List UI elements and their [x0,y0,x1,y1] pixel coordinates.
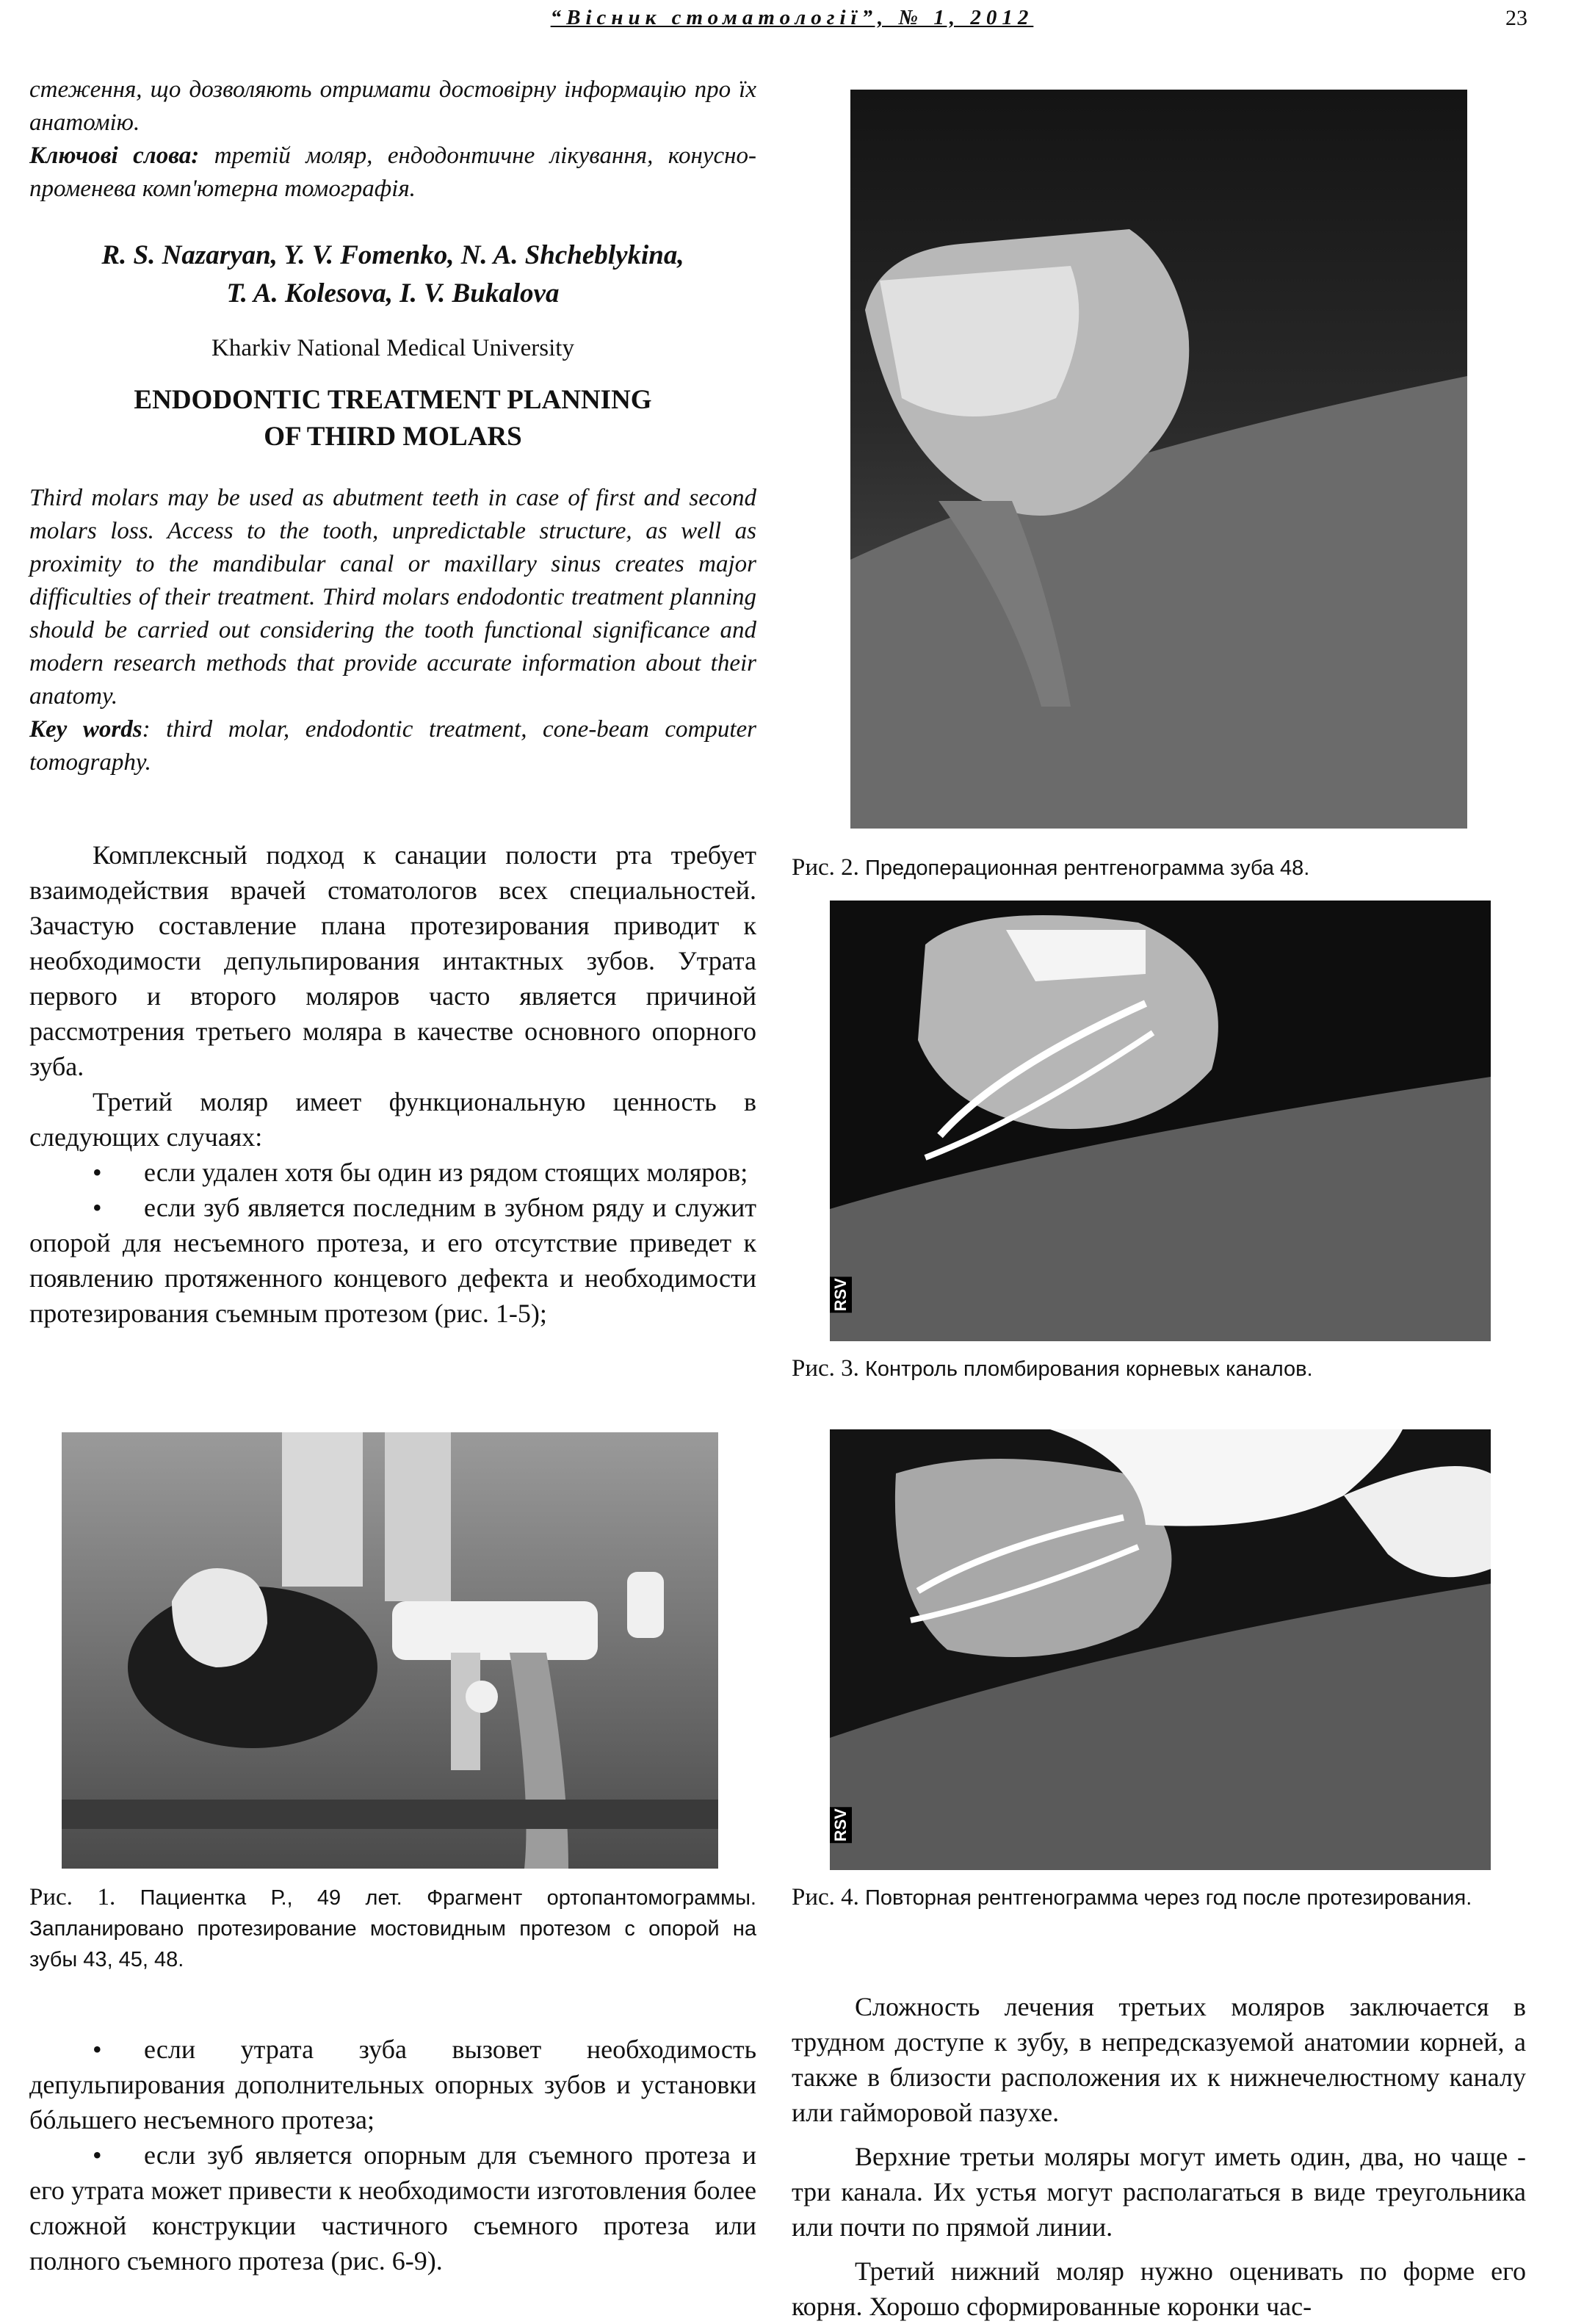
figure-1-drawing [62,1432,718,1869]
ua-abstract [29,73,756,206]
english-abstract-text: Third molars may be used as abutment teeth in case of first and second molars loss. Access to the tooth, unpredictable structure, as well as proximity to the mandibular canal or maxillary sinus creates major difficulties of their treatment. Third molars endodontic treatment planning should be carried out considering the tooth functional significance and modern research methods that provide accurate information about their anatomy. [29,485,756,710]
ua-keywords [29,140,756,206]
article-title-line-1: ENDODONTIC TREATMENT PLANNING [134,385,652,415]
bullet-item-3 [29,2032,756,2137]
figure-3-caption-text: Контроль пломбирования корневых каналов. [858,1357,1313,1381]
bullet-item-2 [29,1190,756,1331]
figure-4-xray [830,1429,1491,1870]
figure-2-label: Рис. 2. [792,854,859,881]
journal-header: “Вісник стоматології”, № 1, 2012 [550,6,1034,29]
affiliation: Kharkiv National Medical University [211,335,574,361]
bullet-item-1 [29,1155,756,1190]
bullet-item-4 [29,2137,756,2278]
figure-1-xray [62,1432,718,1869]
bullet-icon: • [93,1193,102,1222]
authors-line-1: R. S. Nazaryan, Y. V. Fomenko, N. A. Shcheblykina, [101,240,684,270]
body-right-paragraph-1: Сложность лечения третьих моляров заключается в трудном доступе к зубу, в непредсказуемой анатомии корней, а также в близости расположения их к нижнечелюстному каналу или гайморовой пазухе. [792,1992,1526,2127]
figure-4-caption-text: Повторная рентгенограмма через год после протезирования. [858,1886,1472,1910]
bullet-icon: • [93,2140,102,2170]
bullet-text-4: если зуб является опорным для съемного протеза и его утрата может привести к необходимости изготовления более сложной конструкции частичного съемного протеза или полного съемного протеза (рис. 6-9). [29,2140,756,2276]
figure-3-caption [792,1353,1555,1385]
english-keywords-text: : third molar, endodontic treatment, cone-beam computer tomography. [29,716,757,776]
figure-2-caption [792,852,1555,884]
figure-4-label: Рис. 4. [792,1884,859,1910]
bullet-icon: • [93,1158,102,1187]
body-right-paragraph-2: Верхние третьи моляры могут иметь один, два, но чаще - три канала. Их устья могут располагаться в виде треугольника или почти по прямой линии. [792,2142,1526,2242]
english-abstract [29,482,756,779]
bullet-text-1: если удален хотя бы один из рядом стоящих моляров; [144,1158,748,1187]
figure-1-caption-text: Пациентка Р., 49 лет. Фрагмент ортопантомограммы. Запланировано протезирование мостовидным протезом с опорой на зубы 43, 45, 48. [29,1886,756,1971]
ua-keywords-label: Ключові слова: [29,142,200,169]
english-keywords-label: Key words [29,716,142,743]
ua-abstract-text: стеження, що дозволяють отримати достовірну інформацію про їх анатомію. [29,76,756,136]
authors-line-2: T. A. Kolesova, I. V. Bukalova [226,278,560,308]
bullet-text-2: если зуб является последним в зубном ряду и служит опорой для несъемного протеза, и его отсутствие приведет к появлению протяженного концевого дефекта и необходимости протезирования съемным протезом (рис. 1-5); [29,1193,756,1328]
body-left-continued [29,2032,756,2278]
figure-2-caption-text: Предоперационная рентгенограмма зуба 48. [858,856,1310,880]
body-paragraph-2: Третий моляр имеет функциональную ценность в следующих случаях: [29,1087,756,1152]
body-right-column [792,1989,1526,2324]
figure-4-caption [792,1882,1526,1913]
figure-4-drawing [830,1429,1491,1870]
figure-2-drawing [850,90,1467,829]
english-heading [29,237,756,455]
figure-1-caption [29,1882,756,1975]
page-number: 23 [1505,6,1527,30]
figure-2-xray [850,90,1467,829]
body-right-paragraph-3: Третий нижний моляр нужно оценивать по форме его корня. Хорошо сформированные коронки час- [792,2256,1526,2321]
figure-3-rsv-mark: RSV [830,1277,852,1313]
bullet-icon: • [93,2035,102,2064]
bullet-text-3: если утрата зуба вызовет необходимость депульпирования дополнительных опорных зубов и установки бóльшего несъемного протеза; [29,2035,756,2134]
ua-keywords-text: третій моляр, ендодонтичне лікування, конусно-променева комп'ютерна томографія. [29,142,756,202]
figure-3-xray [830,901,1491,1341]
figure-3-drawing [830,901,1491,1341]
body-left-column [29,837,756,1331]
figure-1-label: Рис. 1. [29,1884,116,1910]
article-title-line-2: OF THIRD MOLARS [264,422,522,452]
body-paragraph-1: Комплексный подход к санации полости рта требует взаимодействия врачей стоматологов всех специальностей. Зачастую составление плана протезирования приводит к необходимости депульпирования интактных зубов. Утрата первого и второго моляров часто является причиной рассмотрения третьего моляра в качестве основного опорного зуба. [29,840,756,1081]
figure-3-label: Рис. 3. [792,1355,859,1382]
english-keywords [29,713,756,779]
figure-4-rsv-mark: RSV [830,1807,852,1843]
